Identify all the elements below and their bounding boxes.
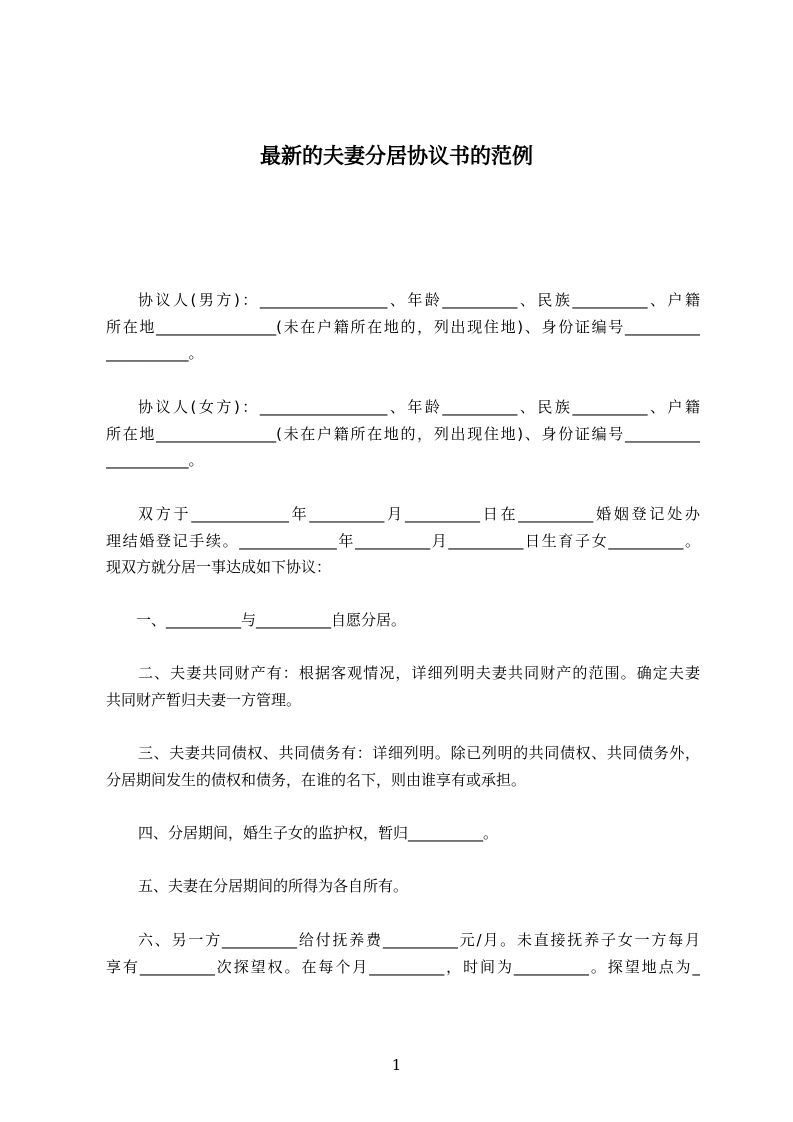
text-line: 享有__________次探望权。在每个月__________，时间为__________。探望地点为_ [106,957,700,976]
text-line: 协议人(女方)：_________________、年龄__________、民族__________、户籍 [138,398,700,416]
text-line: 五、夫妻在分居期间的所得为各自所有。 [138,877,409,895]
text-line: 现双方就分居一事达成如下协议： [106,558,332,576]
page-title: 最新的夫妻分居协议书的范例 [260,144,533,168]
text-line: 所在地________________(未在户籍所在地的，列出现住地)、身份证编号__________ [106,424,700,443]
paragraph-clause-2 [106,660,700,713]
text-line: 六、另一方__________给付抚养费__________元/月。未直接抚养子女一方每月 [138,931,700,949]
paragraph-clause-1 [106,607,700,634]
text-line: 协议人(男方)：_________________、年龄__________、民族__________、户籍 [138,291,700,309]
page-number: 1 [391,1056,402,1074]
text-line: ___________。 [106,344,204,362]
text-line: 二、夫妻共同财产有：根据客观情况，详细列明夫妻共同财产的范围。确定夫妻 [138,664,700,682]
text-line: 理结婚登记手续。_____________年__________月__________日生育子女__________。 [106,531,700,550]
text-line: 所在地________________(未在户籍所在地的，列出现住地)、身份证编号__________ [106,317,700,336]
paragraph-male-party [106,287,700,367]
text-line: 四、分居期间，婚生子女的监护权，暂归__________。 [138,824,499,842]
text-line: 分居期间发生的债权和债务，在谁的名下，则由谁享有或承担。 [106,770,527,789]
paragraph-clause-4 [106,820,700,847]
text-line: 双方于_____________年__________月__________日在__________婚姻登记处办 [138,505,700,523]
text-line: 共同财产暂归夫妻一方管理。 [106,690,302,709]
text-line: 一、__________与__________自愿分居。 [136,611,407,629]
text-line: ___________。 [106,451,204,469]
paragraph-marriage-info [106,501,700,581]
paragraph-clause-6 [106,927,700,980]
paragraph-clause-5 [106,873,700,900]
paragraph-clause-3 [106,740,700,793]
paragraph-female-party [106,394,700,474]
text-line: 三、夫妻共同债权、共同债务有：详细列明。除已列明的共同债权、共同债务外， [138,744,700,762]
